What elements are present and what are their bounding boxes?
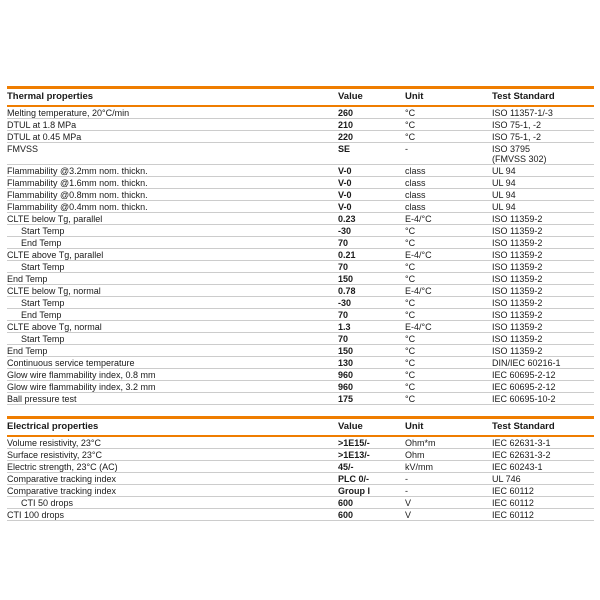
standard-cell [492,178,594,188]
property-cell: CTI 50 drops [21,498,74,508]
value-cell: 600 [338,510,354,520]
standard-cell [492,120,594,130]
standard-cell [492,190,594,200]
unit-cell: °C [405,132,416,142]
property-cell: Melting temperature, 20°C/min [7,108,130,118]
standard-line: IEC 60112 [492,498,534,508]
standard-line: UL 94 [492,190,516,200]
standard-line: ISO 11359-2 [492,274,543,284]
unit-cell: °C [405,238,416,248]
table-row [7,309,594,321]
property-cell: Start Temp [21,298,65,308]
property-cell: Start Temp [21,226,65,236]
property-cell: Surface resistivity, 23°C [7,450,102,460]
table-row [7,393,594,405]
table-row [7,369,594,381]
unit-cell: Ohm [405,450,425,460]
property-cell: End Temp [21,238,62,248]
table-row [7,333,594,345]
table-row [7,225,594,237]
standard-line: DIN/IEC 60216-1 [492,358,561,368]
standard-line: ISO 11359-2 [492,298,543,308]
unit-cell: °C [405,226,416,236]
standard-line: IEC 60695-2-12 [492,382,556,392]
standard-cell [492,450,594,460]
value-cell: 45/- [338,462,354,472]
standard-line: ISO 11359-2 [492,214,543,224]
property-cell: Flammability @0.4mm nom. thickn. [7,202,148,212]
property-cell: CLTE below Tg, parallel [7,214,103,224]
unit-cell: class [405,190,426,200]
table-row [7,449,594,461]
value-cell: V-0 [338,202,352,212]
value-cell: 0.78 [338,286,356,296]
property-cell: CLTE above Tg, parallel [7,250,104,260]
unit-cell: °C [405,310,416,320]
table-row [7,345,594,357]
unit-cell: °C [405,108,416,118]
standard-line: ISO 11359-2 [492,310,543,320]
value-cell: 70 [338,334,349,344]
standard-cell [492,274,594,284]
table-row [7,261,594,273]
standard-line: IEC 60695-2-12 [492,370,556,380]
unit-cell: °C [405,274,416,284]
col-header-unit: Unit [405,91,424,102]
unit-cell: °C [405,120,416,130]
value-cell: 0.21 [338,250,356,260]
standard-line: IEC 60112 [492,486,534,496]
section-header [7,86,594,107]
property-cell: DTUL at 1.8 MPa [7,120,77,130]
table-row [7,473,594,485]
property-cell: DTUL at 0.45 MPa [7,132,82,142]
value-cell: 150 [338,346,354,356]
standard-cell [492,310,594,320]
standard-line: IEC 60112 [492,510,534,520]
value-cell: 210 [338,120,354,130]
value-cell: 70 [338,262,349,272]
col-header-standard: Test Standard [492,91,555,102]
col-header-unit: Unit [405,421,424,432]
value-cell: V-0 [338,190,352,200]
standard-cell [492,250,594,260]
value-cell: 260 [338,108,354,118]
standard-cell [492,166,594,176]
table-row [7,249,594,261]
standard-cell [492,144,594,164]
table-row [7,213,594,225]
property-cell: Flammability @0.8mm nom. thickn. [7,190,148,200]
standard-cell [492,474,594,484]
standard-line: UL 94 [492,202,516,212]
standard-cell [492,298,594,308]
property-cell: End Temp [21,310,62,320]
col-header-value: Value [338,91,363,102]
table-row [7,357,594,369]
standard-cell [492,334,594,344]
standard-line: ISO 3795 [492,144,531,154]
standard-line: ISO 11359-2 [492,334,543,344]
section-header [7,416,594,437]
property-cell: End Temp [7,274,48,284]
standard-cell [492,510,594,520]
value-cell: 130 [338,358,354,368]
property-cell: Comparative tracking index [7,486,117,496]
standard-cell [492,394,594,404]
table-row [7,119,594,131]
value-cell: PLC 0/- [338,474,370,484]
unit-cell: °C [405,394,416,404]
standard-cell [492,462,594,472]
standard-line: ISO 75-1, -2 [492,132,542,142]
unit-cell: °C [405,334,416,344]
value-cell: -30 [338,298,352,308]
standard-line: UL 94 [492,178,516,188]
value-cell: 220 [338,132,354,142]
property-cell: CTI 100 drops [7,510,65,520]
unit-cell: E-4/°C [405,322,432,332]
standard-line: ISO 11359-2 [492,322,543,332]
standard-line: IEC 62631-3-2 [492,450,551,460]
value-cell: 600 [338,498,354,508]
standard-line: (FMVSS 302) [492,154,547,164]
property-cell: CLTE below Tg, normal [7,286,101,296]
standard-line: IEC 62631-3-1 [492,438,551,448]
standard-line: UL 94 [492,166,516,176]
standard-line: ISO 11359-2 [492,286,543,296]
value-cell: >1E15/- [338,438,370,448]
value-cell: V-0 [338,178,352,188]
unit-cell: °C [405,346,416,356]
standard-cell [492,358,594,368]
table-row [7,237,594,249]
section [7,416,594,521]
value-cell: 0.23 [338,214,356,224]
value-cell: 1.3 [338,322,351,332]
standard-cell [492,498,594,508]
value-cell: Group I [338,486,370,496]
unit-cell: °C [405,370,416,380]
property-cell: Start Temp [21,262,65,272]
unit-cell: kV/mm [405,462,433,472]
value-cell: 70 [338,238,349,248]
unit-cell: - [405,486,408,496]
value-cell: 175 [338,394,354,404]
section-title: Thermal properties [7,91,94,102]
unit-cell: E-4/°C [405,286,432,296]
property-cell: Volume resistivity, 23°C [7,438,101,448]
standard-line: UL 746 [492,474,521,484]
unit-cell: Ohm*m [405,438,436,448]
value-cell: V-0 [338,166,352,176]
standard-line: ISO 11359-2 [492,238,543,248]
unit-cell: °C [405,298,416,308]
standard-cell [492,438,594,448]
unit-cell: - [405,144,408,154]
section [7,86,594,405]
property-cell: Flammability @3.2mm nom. thickn. [7,166,148,176]
table-row [7,437,594,449]
value-cell: SE [338,144,351,154]
table-row [7,485,594,497]
standard-cell [492,486,594,496]
unit-cell: V [405,498,412,508]
table-row [7,189,594,201]
table-row [7,131,594,143]
standard-line: ISO 75-1, -2 [492,120,542,130]
unit-cell: E-4/°C [405,250,432,260]
standard-cell [492,108,594,118]
table-row [7,497,594,509]
property-cell: Glow wire flammability index, 3.2 mm [7,382,156,392]
property-cell: Flammability @1.6mm nom. thickn. [7,178,148,188]
table-row [7,165,594,177]
standard-cell [492,238,594,248]
unit-cell: °C [405,382,416,392]
value-cell: 960 [338,370,354,380]
table-row [7,143,594,165]
standard-line: ISO 11359-2 [492,262,543,272]
standard-line: IEC 60695-10-2 [492,394,556,404]
standard-cell [492,286,594,296]
standard-cell [492,382,594,392]
property-cell: Continuous service temperature [7,358,135,368]
unit-cell: V [405,510,412,520]
unit-cell: E-4/°C [405,214,432,224]
standard-cell [492,132,594,142]
table-row [7,509,594,521]
property-cell: CLTE above Tg, normal [7,322,102,332]
standard-line: ISO 11357-1/-3 [492,108,553,118]
standard-cell [492,346,594,356]
standard-line: ISO 11359-2 [492,226,543,236]
col-header-value: Value [338,421,363,432]
table-row [7,177,594,189]
standard-line: IEC 60243-1 [492,462,543,472]
standard-line: ISO 11359-2 [492,346,543,356]
value-cell: -30 [338,226,352,236]
property-cell: Start Temp [21,334,65,344]
value-cell: >1E13/- [338,450,370,460]
property-cell: FMVSS [7,144,39,154]
value-cell: 150 [338,274,354,284]
standard-cell [492,370,594,380]
property-cell: Glow wire flammability index, 0.8 mm [7,370,156,380]
unit-cell: class [405,166,426,176]
value-cell: 960 [338,382,354,392]
table-row [7,297,594,309]
property-cell: Electric strength, 23°C (AC) [7,462,118,472]
standard-cell [492,226,594,236]
table-row [7,201,594,213]
standard-cell [492,202,594,212]
table-row [7,321,594,333]
col-header-standard: Test Standard [492,421,555,432]
standard-line: ISO 11359-2 [492,250,543,260]
table-row [7,107,594,119]
standard-cell [492,262,594,272]
unit-cell: class [405,202,426,212]
table-row [7,461,594,473]
standard-cell [492,214,594,224]
property-cell: Ball pressure test [7,394,77,404]
unit-cell: °C [405,262,416,272]
value-cell: 70 [338,310,349,320]
table-row [7,273,594,285]
table-row [7,285,594,297]
property-cell: Comparative tracking index [7,474,117,484]
standard-cell [492,322,594,332]
table-row [7,381,594,393]
unit-cell: - [405,474,408,484]
unit-cell: class [405,178,426,188]
unit-cell: °C [405,358,416,368]
section-title: Electrical properties [7,421,99,432]
property-cell: End Temp [7,346,48,356]
